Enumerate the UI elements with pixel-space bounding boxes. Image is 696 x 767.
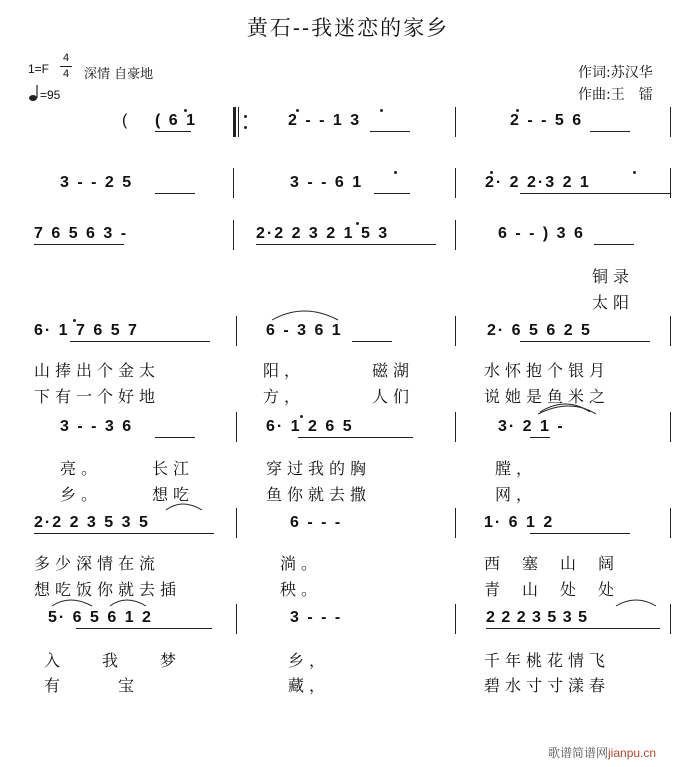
time-signature-top: 4 (62, 52, 70, 64)
lyric-v2: 秧。 (280, 580, 323, 599)
lyricist-credit: 作词:苏汉华 (578, 65, 653, 81)
measure-15: 2·2 2 3 5 3 5 (34, 514, 150, 531)
lyric-v1: 膛， (495, 459, 538, 478)
open-paren: ( (122, 112, 130, 129)
lyric-v2: 宝 (118, 676, 140, 695)
measure-2: 2 - - 5 6 (510, 112, 584, 129)
lyric-v2: 乡。 (60, 485, 103, 504)
measure-3: 3 - - 2 5 (60, 174, 134, 191)
lyric-v2: 有 (44, 676, 66, 695)
lyric-intro-2: 太阳 (592, 293, 635, 312)
lyric-v2: 碧水寸寸漾春 (484, 676, 611, 695)
slur (616, 600, 656, 606)
measure-10: 6 - 3 6 1 (266, 322, 343, 339)
lyric-v1: 阳， (263, 361, 306, 380)
slur (110, 600, 146, 606)
lyric-v1: 西塞山阔 (484, 554, 637, 573)
lyric-v2: 下有一个好地 (34, 387, 161, 406)
watermark-name: 歌谱简谱网 (548, 746, 609, 760)
expression-mark: 深情 自豪地 (84, 67, 154, 82)
lyric-v1: 穿过我的胸 (266, 459, 372, 478)
measure-14: 3· 2 1 - (498, 418, 565, 435)
lyric-v1: 多少深情在流 (34, 554, 161, 573)
lyric-v1: 长江 (152, 459, 195, 478)
watermark-url: jianpu.cn (608, 746, 657, 760)
song-title: 黄石--我迷恋的家乡 (246, 16, 450, 40)
measure-5: 2· 2 2·3 2 1 (485, 174, 591, 191)
measure-13: 6· 1 2 6 5 (266, 418, 354, 435)
measure-8: 6 - - ) 3 6 (498, 225, 585, 242)
lyric-v1: 我 (102, 651, 124, 670)
lyric-v2: 方， (263, 387, 306, 406)
measure-1: 2 - - 1 3 (288, 112, 362, 129)
measure-19: 3 - - - (290, 609, 343, 626)
measure-18: 5· 6 5 6 1 2 (48, 609, 153, 626)
lyric-v2: 青山处处 (484, 580, 637, 599)
measure-20: 2 2 2 3 5 3 5 (486, 609, 588, 626)
lyric-v1: 山捧出个金太 (34, 361, 161, 380)
measure-7: 2·2 2 3 2 1 5 3 (256, 225, 390, 242)
lyric-v2: 网， (495, 485, 538, 504)
lyric-v1: 淌。 (280, 554, 323, 573)
slur (272, 311, 338, 320)
lyric-v1: 千年桃花情飞 (484, 651, 611, 670)
lyric-v1: 磁湖 (372, 361, 415, 380)
measure-6: 7 6 5 6 3 - (34, 225, 129, 242)
lyric-v2: 人们 (372, 387, 415, 406)
slur (52, 600, 92, 606)
measure-17: 1· 6 1 2 (484, 514, 555, 531)
lyric-v1: 亮。 (60, 459, 103, 478)
lyric-v2: 想吃 (152, 485, 195, 504)
time-signature-bottom: 4 (62, 68, 70, 80)
watermark (548, 744, 656, 761)
lyric-v2: 藏， (288, 676, 331, 695)
lyric-v2: 想吃饭你就去插 (34, 580, 182, 599)
slur (166, 504, 202, 510)
key-signature: 1=F (28, 62, 50, 76)
measure-11: 2· 6 5 6 2 5 (487, 322, 592, 339)
composer-credit: 作曲:王 镭 (578, 87, 653, 103)
lyric-v1: 入 (44, 651, 66, 670)
measure-9: 6· 1 7 6 5 7 (34, 322, 139, 339)
measure-pickup: ( 6 1 (155, 112, 198, 129)
lyric-v2: 鱼你就去撒 (266, 485, 372, 504)
lyric-v2: 说她是鱼米之 (484, 387, 611, 406)
lyric-intro-1: 铜录 (592, 267, 635, 286)
lyric-v1: 水怀抱个银月 (484, 361, 611, 380)
lyric-v1: 乡， (288, 651, 331, 670)
measure-16: 6 - - - (290, 514, 343, 531)
measure-4: 3 - - 6 1 (290, 174, 364, 191)
measure-12: 3 - - 3 6 (60, 418, 134, 435)
lyric-v1: 梦 (160, 651, 182, 670)
slur (540, 404, 590, 412)
tempo-mark: =95 (40, 88, 61, 102)
